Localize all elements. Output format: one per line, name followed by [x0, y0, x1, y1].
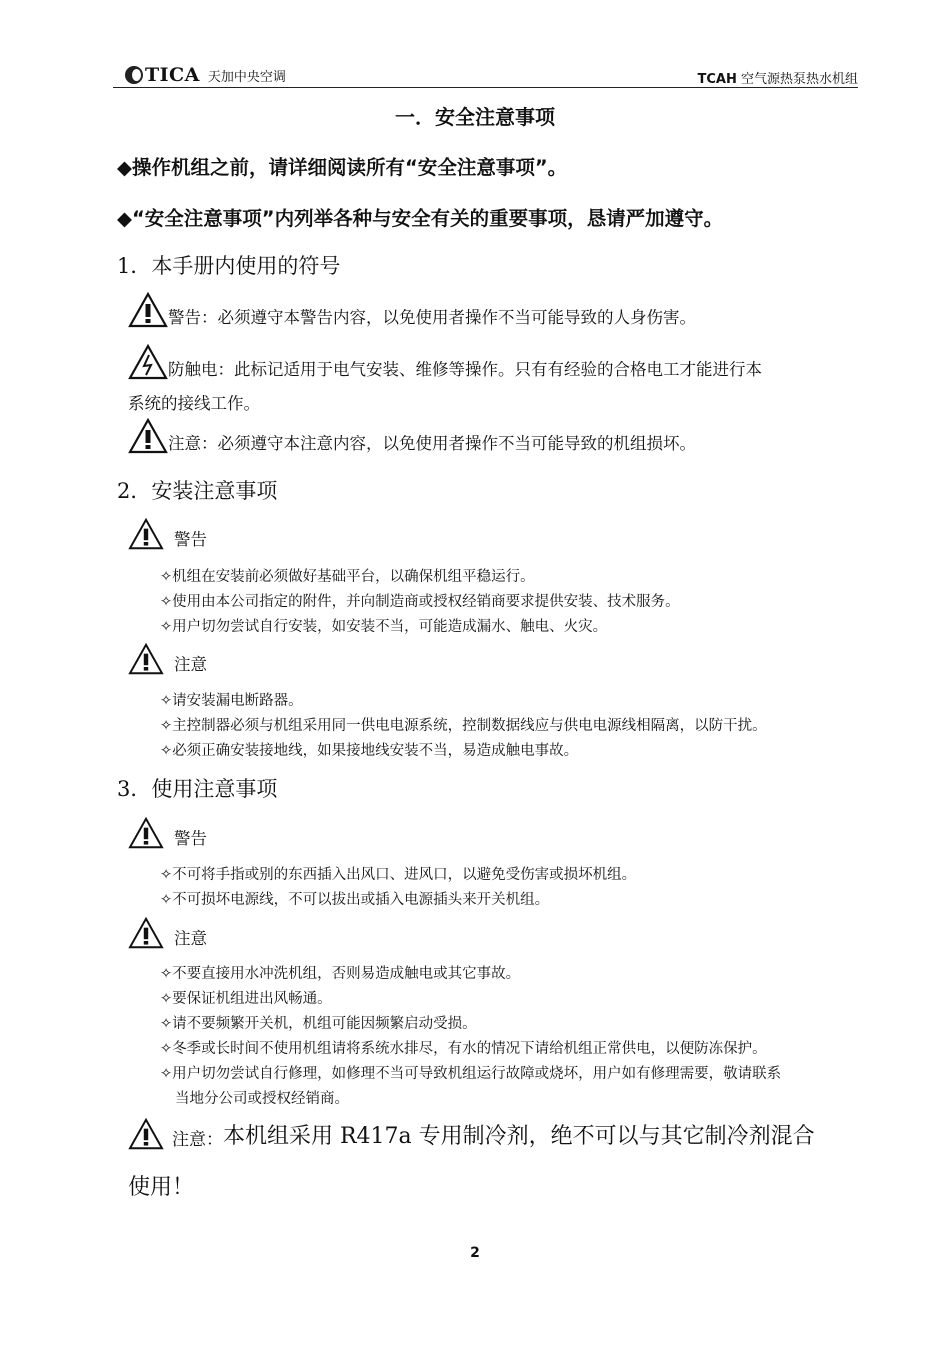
warning-triangle-icon	[128, 518, 164, 550]
usage-warning-item: ✧不可损坏电源线，不可以拔出或插入电源插头来开关机组。	[160, 892, 550, 908]
usage-notice-item: ✧要保证机组进出风畅通。	[160, 991, 332, 1007]
install-notice-item: ✧主控制器必须与机组采用同一供电电源系统，控制数据线应与供电电源线相隔离，以防干扰。	[160, 718, 767, 734]
usage-warning-heading	[128, 817, 207, 849]
usage-warning-label: 警告	[174, 829, 207, 848]
warning-symbol-text: 警告：必须遵守本警告内容，以免使用者操作不当可能导致的人身伤害。	[168, 308, 696, 327]
warning-triangle-icon	[128, 292, 168, 328]
notice-symbol-text: 注意：必须遵守本注意内容，以免使用者操作不当可能导致的机组损坏。	[168, 434, 696, 453]
page-number: 2	[470, 1245, 480, 1261]
shock-symbol-line	[128, 344, 762, 380]
header-divider	[113, 87, 858, 88]
header-product	[697, 68, 858, 87]
install-warning-label: 警告	[174, 530, 207, 549]
warning-triangle-icon	[128, 817, 164, 849]
brand-subtitle: 天加中央空调	[207, 69, 286, 85]
usage-notice-item-cont: 当地分公司或授权经销商。	[175, 1091, 349, 1107]
section-1-heading: 1．本手册内使用的符号	[117, 254, 341, 278]
notice-triangle-icon	[128, 1118, 164, 1150]
section-3-heading: 3．使用注意事项	[117, 777, 278, 801]
usage-notice-label: 注意	[174, 929, 207, 948]
install-warning-item: ✧机组在安装前必须做好基础平台，以确保机组平稳运行。	[160, 569, 535, 585]
shock-symbol-text-cont: 系统的接线工作。	[128, 394, 260, 413]
usage-notice-item: ✧请不要频繁开关机，机组可能因频繁启动受损。	[160, 1016, 477, 1032]
usage-notice-item: ✧用户切勿尝试自行修理，如修理不当可导致机组运行故障或烧坏，用户如有修理需要，敬请联系	[160, 1066, 782, 1082]
refrigerant-note	[128, 1118, 815, 1150]
refrigerant-note-cont: 使用！	[128, 1175, 195, 1200]
intro-bullet-1: ◆操作机组之前，请详细阅读所有“安全注意事项”。	[117, 156, 568, 179]
electric-shock-icon	[128, 344, 168, 380]
tica-logo-icon	[125, 66, 143, 84]
usage-notice-heading	[128, 917, 207, 949]
product-name: 空气源热泵热水机组	[740, 72, 858, 87]
install-notice-item: ✧必须正确安装接地线，如果接地线安装不当，易造成触电事故。	[160, 743, 579, 759]
install-warning-item: ✧用户切勿尝试自行安装，如安装不当，可能造成漏水、触电、火灾。	[160, 619, 608, 635]
intro-bullet-2: ◆“安全注意事项”内列举各种与安全有关的重要事项，恳请严加遵守。	[117, 207, 724, 230]
refrigerant-note-text: 本机组采用 R417a 专用制冷剂，绝不可以与其它制冷剂混合	[223, 1124, 815, 1149]
brand-name: TICA	[145, 64, 200, 86]
install-warning-heading	[128, 518, 207, 550]
page-title: 一．安全注意事项	[395, 105, 555, 129]
install-notice-label: 注意	[174, 655, 207, 674]
brand-logo	[125, 64, 286, 86]
notice-triangle-icon	[128, 418, 168, 454]
warning-symbol-line	[128, 292, 696, 328]
section-2-heading: 2．安装注意事项	[117, 479, 278, 503]
refrigerant-note-label: 注意：	[172, 1130, 223, 1150]
install-notice-item: ✧请安装漏电断路器。	[160, 693, 303, 709]
shock-symbol-text: 防触电：此标记适用于电气安装、维修等操作。只有有经验的合格电工才能进行本	[168, 360, 762, 379]
install-warning-item: ✧使用由本公司指定的附件，并向制造商或授权经销商要求提供安装、技术服务。	[160, 594, 680, 610]
notice-symbol-line	[128, 418, 696, 454]
product-code: TCAH	[697, 72, 737, 87]
install-notice-heading	[128, 643, 207, 675]
notice-triangle-icon	[128, 643, 164, 675]
notice-triangle-icon	[128, 917, 164, 949]
usage-warning-item: ✧不可将手指或别的东西插入出风口、进风口，以避免受伤害或损坏机组。	[160, 867, 637, 883]
usage-notice-item: ✧冬季或长时间不使用机组请将系统水排尽，有水的情况下请给机组正常供电，以便防冻保护。	[160, 1041, 767, 1057]
usage-notice-item: ✧不要直接用水冲洗机组，否则易造成触电或其它事故。	[160, 966, 521, 982]
